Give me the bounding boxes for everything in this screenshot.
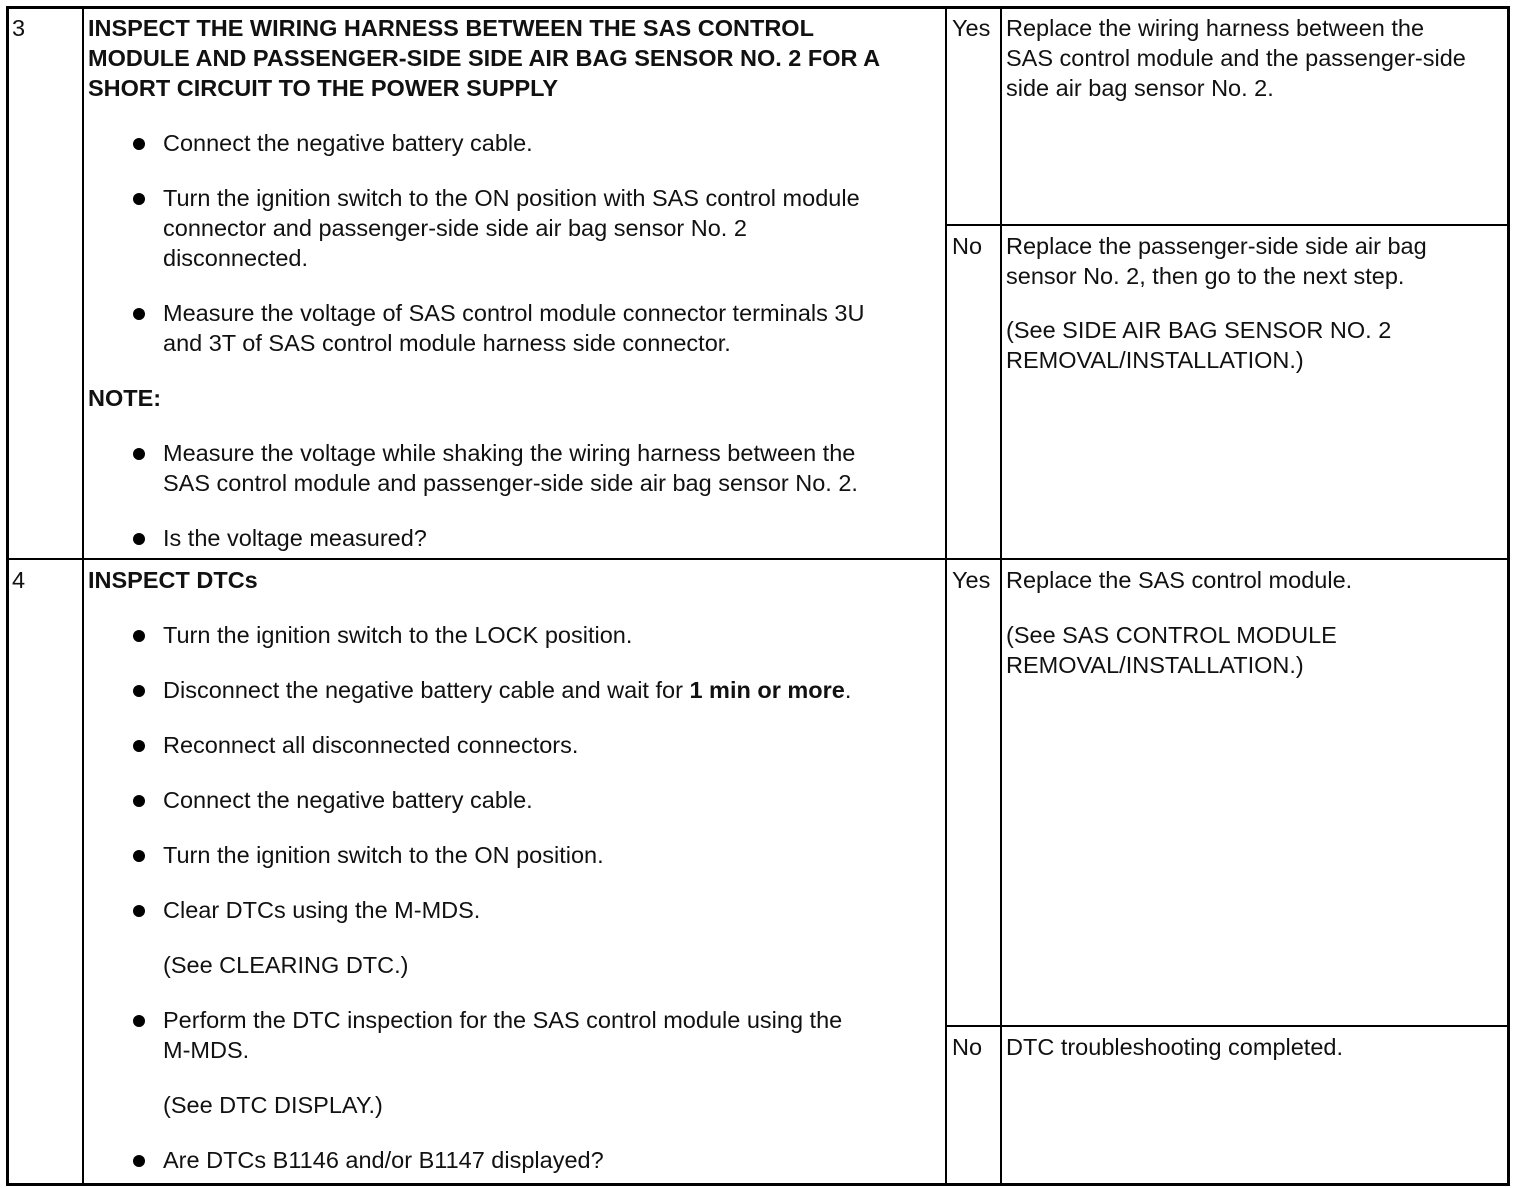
bullet-dot xyxy=(133,795,145,807)
instruction-text: SAS control module and passenger-side side air bag sensor No. 2. xyxy=(163,470,858,496)
bullet-dot xyxy=(133,308,145,320)
bullet-dot xyxy=(133,193,145,205)
bullet-dot xyxy=(133,850,145,862)
instruction-text xyxy=(163,675,851,705)
instruction-text-emphasis: 1 min or more xyxy=(689,677,845,703)
no-result-text: Replace the passenger-side side air bag xyxy=(1006,233,1427,259)
bullet-dot xyxy=(133,138,145,150)
instruction-text: Measure the voltage of SAS control module connector terminals 3U xyxy=(163,300,865,326)
no-label: No xyxy=(952,1034,983,1060)
row-divider xyxy=(9,558,1507,560)
reference-text: (See CLEARING DTC.) xyxy=(163,952,409,978)
column-divider-step xyxy=(82,9,84,1183)
no-result-text: DTC troubleshooting completed. xyxy=(1006,1034,1344,1060)
step-title: INSPECT DTCs xyxy=(88,567,258,593)
bullet-dot xyxy=(133,533,145,545)
yes-result-text: side air bag sensor No. 2. xyxy=(1006,75,1274,101)
bullet-dot xyxy=(133,685,145,697)
reference-text: REMOVAL/INSTALLATION.) xyxy=(1006,347,1304,373)
step-title-line: INSPECT THE WIRING HARNESS BETWEEN THE SAS CONTROL xyxy=(88,15,814,41)
reference-text: (See SAS CONTROL MODULE xyxy=(1006,622,1337,648)
instruction-text: connector and passenger-side side air bag sensor No. 2 xyxy=(163,215,747,241)
column-divider-action xyxy=(945,9,947,1183)
step-title-line: MODULE AND PASSENGER-SIDE SIDE AIR BAG SENSOR NO. 2 FOR A xyxy=(88,45,881,71)
step-number: 3 xyxy=(12,15,26,41)
instruction-text: and 3T of SAS control module harness side connector. xyxy=(163,330,731,356)
instruction-text-plain: Disconnect the negative battery cable and wait for xyxy=(163,677,690,703)
bullet-dot xyxy=(133,740,145,752)
column-divider-result xyxy=(1000,9,1002,1183)
step-title-line: SHORT CIRCUIT TO THE POWER SUPPLY xyxy=(88,75,559,101)
instruction-text: Connect the negative battery cable. xyxy=(163,130,533,156)
yes-result-text: Replace the SAS control module. xyxy=(1006,567,1353,593)
instruction-text: Clear DTCs using the M-MDS. xyxy=(163,897,481,923)
bullet-dot xyxy=(133,448,145,460)
note-label: NOTE: xyxy=(88,385,162,411)
instruction-text: Turn the ignition switch to the ON position with SAS control module xyxy=(163,185,860,211)
yes-no-divider-step4 xyxy=(945,1025,1507,1027)
instruction-text: Reconnect all disconnected connectors. xyxy=(163,732,579,758)
step-number: 4 xyxy=(12,567,26,593)
instruction-text: Turn the ignition switch to the LOCK position. xyxy=(163,622,633,648)
bullet-dot xyxy=(133,1015,145,1027)
bullet-dot xyxy=(133,905,145,917)
no-label: No xyxy=(952,233,983,259)
instruction-text: Measure the voltage while shaking the wiring harness between the xyxy=(163,440,856,466)
question-text: Are DTCs B1146 and/or B1147 displayed? xyxy=(163,1147,604,1173)
instruction-text: Perform the DTC inspection for the SAS control module using the xyxy=(163,1007,843,1033)
no-result-text: sensor No. 2, then go to the next step. xyxy=(1006,263,1405,289)
bullet-dot xyxy=(133,630,145,642)
yes-no-divider-step3 xyxy=(945,224,1507,226)
yes-result-text: SAS control module and the passenger-side xyxy=(1006,45,1466,71)
bullet-dot xyxy=(133,1155,145,1167)
instruction-text: M-MDS. xyxy=(163,1037,250,1063)
reference-text: (See DTC DISPLAY.) xyxy=(163,1092,383,1118)
yes-label: Yes xyxy=(952,567,991,593)
instruction-text: Connect the negative battery cable. xyxy=(163,787,533,813)
instruction-text-end: . xyxy=(844,677,852,703)
yes-label: Yes xyxy=(952,15,991,41)
instruction-text: disconnected. xyxy=(163,245,309,271)
question-text: Is the voltage measured? xyxy=(163,525,427,551)
reference-text: REMOVAL/INSTALLATION.) xyxy=(1006,652,1304,678)
reference-text: (See SIDE AIR BAG SENSOR NO. 2 xyxy=(1006,317,1392,343)
instruction-text: Turn the ignition switch to the ON position. xyxy=(163,842,604,868)
yes-result-text: Replace the wiring harness between the xyxy=(1006,15,1425,41)
